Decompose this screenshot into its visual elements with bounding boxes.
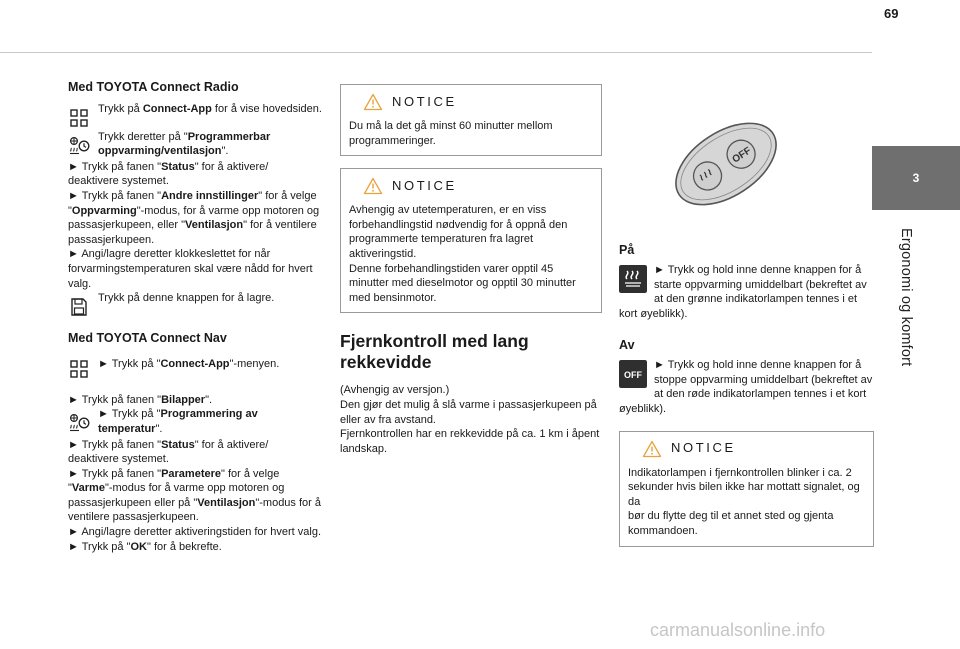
section-heading-radio: Med TOYOTA Connect Radio	[68, 80, 239, 94]
notice-text: Denne forbehandlingstiden varer opptil 45 minutter med dieselmotor og opptil 30 minutter med bensinmotor.	[349, 262, 576, 304]
page-number: 69	[884, 6, 899, 21]
paragraph-purpose: Den gjør det mulig å slå varme i passasjerkupeen på eller av fra avstand.	[340, 398, 597, 426]
step-connect-app-menu	[68, 353, 322, 380]
grid-icon	[68, 358, 90, 380]
bullet-parameters: ► Trykk på fanen "Parametere" for å velge "Varme"-modus for å varme opp motoren og passasjerkupeen eller på "Ventilasjon"-modus for å ventilere passasjerkupeen.	[68, 467, 321, 524]
warning-icon	[642, 440, 662, 458]
column-2	[340, 84, 602, 456]
grid-icon	[68, 107, 90, 129]
paragraph-version: (Avhengig av versjon.)	[340, 384, 450, 397]
bullet-set-activation: ► Angi/lagre deretter aktiveringstiden for hvert valg.	[68, 526, 322, 539]
notice-text: Avhengig av utetemperaturen, er en viss forbehandlingstid nødvendig for å oppnå den programmerte temperaturen fra lagret aktiveringstid.	[349, 204, 568, 260]
step-text: Trykk på Connect-App for å vise hovedsiden.	[98, 102, 322, 115]
bullet-set-time: ► Angi/lagre deretter klokkeslettet for når forvarmingstemperaturen skal være nådd for hvert valg.	[68, 248, 313, 290]
notice-label: NOTICE	[392, 177, 457, 193]
bullet-status: ► Trykk på fanen "Status" for å aktivere/ deaktivere systemet.	[68, 160, 269, 188]
heat-timer-icon	[68, 135, 90, 157]
step-text: ► Trykk på "Programmering av temperatur".	[98, 408, 258, 435]
bullet-status: ► Trykk på fanen "Status" for å aktivere/ deaktivere systemet.	[68, 438, 269, 466]
notice-text: Indikatorlampen i fjernkontrollen blinker i ca. 2 sekunder hvis bilen ikke har mottatt signalet, og da	[628, 466, 860, 508]
heading-off: Av	[619, 337, 635, 352]
section-heading-remote: Fjernkontroll med lang rekkevidde	[340, 331, 529, 373]
step-text: ► Trykk på "Connect-App"-menyen.	[98, 357, 280, 370]
watermark: carmanualsonline.info	[650, 620, 826, 640]
chapter-tab: 3	[872, 146, 960, 210]
remote-off-label: OFF	[730, 145, 754, 166]
warning-icon	[363, 93, 383, 111]
column-3	[619, 84, 874, 547]
section-heading-nav: Med TOYOTA Connect Nav	[68, 331, 227, 346]
bullet-other-settings: ► Trykk på fanen "Andre innstillinger" for å velge "Oppvarming"-modus, for å varme opp motoren og passasjerkupeen, eller "Ventilasjon" for å ventilere passasjerkupeen.	[68, 189, 320, 246]
bullet-car-apps: ► Trykk på fanen "Bilapper".	[68, 393, 213, 406]
step-text: Trykk deretter på "Programmerbar oppvarming/ventilasjon".	[98, 130, 271, 158]
notice-label: NOTICE	[671, 440, 736, 456]
notice-label: NOTICE	[392, 93, 457, 109]
bullet-confirm: ► Trykk på "OK" for å bekrefte.	[68, 540, 222, 553]
save-icon	[68, 296, 90, 318]
instruction-text: ► Trykk og hold inne denne knappen for å stoppe oppvarming umiddelbart (bekreftet av at den røde indikatorlampen tennes i et kort øyeblikk).	[619, 359, 873, 415]
header-divider	[0, 52, 872, 53]
heater-on-icon	[619, 265, 647, 293]
off-icon-label: OFF	[624, 370, 642, 381]
notice-box-pretreatment	[340, 168, 602, 313]
step-text: Trykk på denne knappen for å lagre.	[98, 292, 275, 305]
instruction-text: ► Trykk og hold inne denne knappen for å starte oppvarming umiddelbart (bekreftet av at den grønne indikatorlampen tennes i et kort øyeblikk).	[619, 264, 867, 320]
notice-box-interval	[340, 84, 602, 156]
step-programmable-heating	[68, 130, 322, 159]
notice-text: bør du flytte deg til et annet sted og gjenta kommandoen.	[628, 510, 834, 537]
instruction-on	[619, 263, 874, 321]
column-1	[68, 80, 322, 554]
chapter-title: Ergonomi og komfort	[898, 228, 914, 367]
heading-on: På	[619, 242, 635, 257]
heater-off-icon	[619, 360, 647, 388]
notice-box-indicator	[619, 431, 874, 547]
step-save	[68, 291, 322, 318]
remote-control-illustration	[666, 114, 786, 214]
heat-timer-icon	[68, 412, 90, 434]
notice-text: Du må la det gå minst 60 minutter mellom programmeringer.	[349, 120, 553, 147]
paragraph-range: Fjernkontrollen har en rekkevidde på ca. 1 km i åpent landskap.	[340, 428, 600, 455]
instruction-off	[619, 358, 874, 416]
step-temperature-programming	[68, 407, 322, 436]
warning-icon	[363, 177, 383, 195]
step-connect-app	[68, 102, 322, 129]
